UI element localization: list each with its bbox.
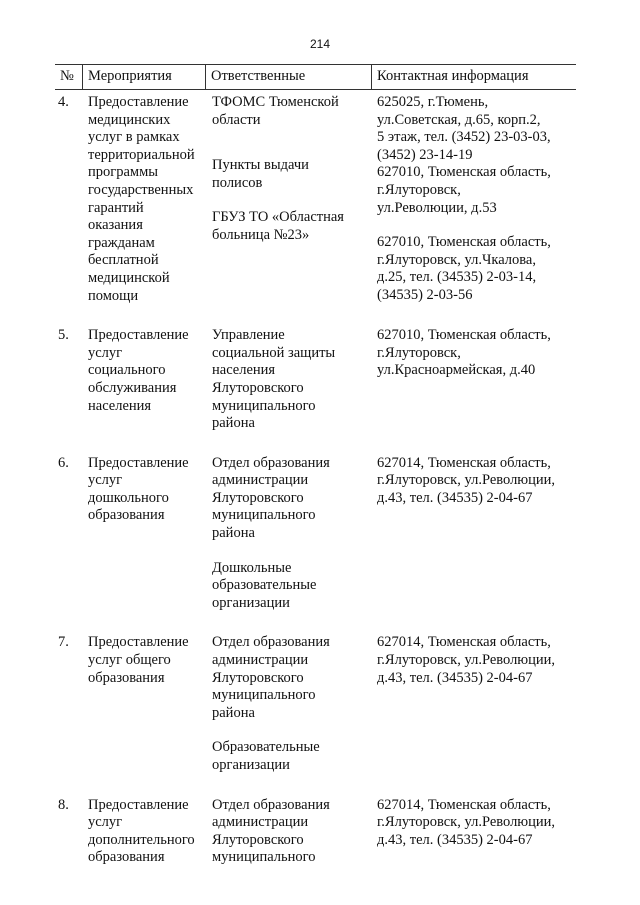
responsible-line: Дошкольные bbox=[212, 559, 292, 576]
contact-cell bbox=[371, 94, 576, 305]
responsible-line: области bbox=[212, 111, 261, 128]
responsible-line: населения bbox=[212, 362, 276, 379]
contact-line: г.Ялуторовск, ул.Чкалова, bbox=[377, 251, 536, 268]
responsible-line: района bbox=[212, 415, 255, 432]
contact-line: 627010, Тюменская область, bbox=[377, 327, 551, 344]
event-line: Предоставление bbox=[88, 796, 189, 813]
row-number: 6. bbox=[58, 454, 69, 471]
responsible-line: организации bbox=[212, 757, 290, 773]
responsible-cell bbox=[205, 797, 371, 867]
events-table bbox=[55, 64, 576, 867]
event-line: территориальной bbox=[88, 146, 195, 163]
table-body bbox=[55, 94, 576, 867]
responsible-line: Ялуторовского bbox=[212, 669, 304, 686]
responsible-cell bbox=[205, 634, 371, 774]
header-events: Мероприятия bbox=[82, 65, 205, 89]
responsible-line: администрации bbox=[212, 652, 309, 669]
contact-line: 627014, Тюменская область, bbox=[377, 634, 551, 651]
event-line: медицинской bbox=[88, 269, 170, 286]
row-number: 5. bbox=[58, 327, 69, 344]
responsible-line: Отдел образования bbox=[212, 796, 330, 813]
responsible-entry bbox=[212, 209, 371, 244]
event-line: Предоставление bbox=[88, 634, 189, 651]
event-line: социального bbox=[88, 362, 166, 379]
responsible-line: полисов bbox=[212, 174, 263, 191]
responsible-line: ГБУЗ ТО «Областная bbox=[212, 209, 344, 226]
contact-entry bbox=[377, 455, 576, 508]
responsible-entry bbox=[212, 455, 371, 543]
contact-entry bbox=[377, 94, 576, 164]
responsible-line: района bbox=[212, 704, 255, 721]
event-line: услуг в рамках bbox=[88, 129, 180, 146]
event-line: Предоставление bbox=[88, 454, 189, 471]
event-line: услуг bbox=[88, 344, 123, 361]
responsible-line: социальной защиты bbox=[212, 344, 336, 361]
contact-entry bbox=[377, 634, 576, 687]
responsible-entry bbox=[212, 797, 371, 867]
contact-line: 625025, г.Тюмень, bbox=[377, 94, 489, 110]
responsible-entry bbox=[212, 634, 371, 722]
event-line: образования bbox=[88, 849, 165, 866]
contact-entry bbox=[377, 234, 576, 304]
event-line: населения bbox=[88, 397, 152, 414]
contact-line: д.25, тел. (34535) 2-03-14, bbox=[377, 269, 537, 286]
contact-line: г.Ялуторовск, ул.Революции, bbox=[377, 814, 556, 831]
row-number: 4. bbox=[58, 94, 69, 110]
event-line: услуг bbox=[88, 814, 123, 831]
contact-line: д.43, тел. (34535) 2-04-67 bbox=[377, 489, 533, 506]
event-line: образования bbox=[88, 507, 165, 524]
responsible-entry bbox=[212, 157, 371, 192]
contact-line: 627014, Тюменская область, bbox=[377, 796, 551, 813]
responsible-line: Образовательные bbox=[212, 739, 320, 756]
contact-line: г.Ялуторовск, ул.Революции, bbox=[377, 652, 556, 669]
header-contacts: Контактная информация bbox=[371, 65, 576, 89]
responsible-line: Пункты выдачи bbox=[212, 157, 309, 174]
responsible-line: больница №23» bbox=[212, 226, 310, 243]
responsible-line: образовательные bbox=[212, 577, 317, 594]
responsible-cell bbox=[205, 327, 371, 433]
row-number: 7. bbox=[58, 634, 69, 651]
row-number: 8. bbox=[58, 796, 69, 813]
contact-line: г.Ялуторовск, ул.Революции, bbox=[377, 472, 556, 489]
event-line: дополнительного bbox=[88, 831, 195, 848]
event-cell bbox=[82, 797, 205, 867]
table-header-row bbox=[55, 64, 576, 90]
responsible-cell bbox=[205, 455, 371, 613]
responsible-entry bbox=[212, 94, 371, 129]
contact-cell bbox=[371, 455, 576, 613]
contact-line: ул.Красноармейская, д.40 bbox=[377, 362, 536, 379]
contact-line: д.43, тел. (34535) 2-04-67 bbox=[377, 669, 533, 686]
table-row bbox=[55, 94, 576, 305]
event-line: программы bbox=[88, 164, 158, 181]
responsible-line: Управление bbox=[212, 327, 285, 344]
event-line: медицинских bbox=[88, 111, 171, 128]
contact-line: 627010, Тюменская область, bbox=[377, 234, 551, 251]
contact-line: 627010, Тюменская область, bbox=[377, 164, 551, 181]
contact-entry bbox=[377, 797, 576, 850]
responsible-line: района bbox=[212, 525, 255, 542]
contact-line: г.Ялуторовск, bbox=[377, 181, 461, 198]
table-row bbox=[55, 455, 576, 613]
event-line: обслуживания bbox=[88, 379, 177, 396]
responsible-line: муниципального bbox=[212, 507, 316, 524]
responsible-line: муниципального bbox=[212, 687, 316, 704]
table-row bbox=[55, 634, 576, 774]
contact-line: ул.Советская, д.65, корп.2, bbox=[377, 111, 541, 128]
contact-entry bbox=[377, 327, 576, 380]
event-line: услуг общего bbox=[88, 652, 171, 669]
event-line: Предоставление bbox=[88, 327, 189, 344]
event-line: Предоставление bbox=[88, 94, 189, 110]
event-cell bbox=[82, 327, 205, 433]
header-number: № bbox=[60, 68, 74, 84]
event-line: гарантий bbox=[88, 199, 144, 216]
contact-cell bbox=[371, 634, 576, 774]
contact-cell bbox=[371, 797, 576, 867]
event-line: бесплатной bbox=[88, 252, 159, 269]
responsible-line: администрации bbox=[212, 814, 309, 831]
responsible-cell bbox=[205, 94, 371, 305]
contact-cell bbox=[371, 327, 576, 433]
event-line: помощи bbox=[88, 287, 139, 304]
contact-line: г.Ялуторовск, bbox=[377, 344, 461, 361]
responsible-line: администрации bbox=[212, 472, 309, 489]
event-line: образования bbox=[88, 669, 165, 686]
responsible-line: Отдел образования bbox=[212, 634, 330, 651]
contact-line: 5 этаж, тел. (3452) 23-03-03, bbox=[377, 129, 551, 146]
event-line: государственных bbox=[88, 181, 194, 198]
page-number: 214 bbox=[309, 37, 331, 51]
responsible-line: Отдел образования bbox=[212, 454, 330, 471]
contact-line: 627014, Тюменская область, bbox=[377, 454, 551, 471]
contact-line: д.43, тел. (34535) 2-04-67 bbox=[377, 831, 533, 848]
event-line: услуг bbox=[88, 472, 123, 489]
responsible-line: муниципального bbox=[212, 397, 316, 414]
event-line: оказания bbox=[88, 217, 143, 234]
responsible-line: Ялуторовского bbox=[212, 831, 304, 848]
event-cell bbox=[82, 634, 205, 774]
table-row bbox=[55, 327, 576, 433]
event-cell bbox=[82, 455, 205, 613]
event-line: дошкольного bbox=[88, 489, 169, 506]
contact-line: ул.Революции, д.53 bbox=[377, 199, 497, 216]
event-line: гражданам bbox=[88, 234, 155, 251]
contact-line: (34535) 2-03-56 bbox=[377, 286, 473, 303]
event-cell bbox=[82, 94, 205, 305]
responsible-line: Ялуторовского bbox=[212, 379, 304, 396]
responsible-line: Ялуторовского bbox=[212, 489, 304, 506]
responsible-line: организации bbox=[212, 594, 290, 611]
responsible-entry bbox=[212, 327, 371, 433]
responsible-entry bbox=[212, 739, 371, 774]
table-row bbox=[55, 797, 576, 867]
responsible-line: муниципального bbox=[212, 849, 316, 866]
responsible-entry bbox=[212, 560, 371, 613]
contact-line: (3452) 23-14-19 bbox=[377, 146, 473, 163]
contact-entry bbox=[377, 164, 576, 217]
header-responsible: Ответственные bbox=[205, 65, 371, 89]
responsible-line: ТФОМС Тюменской bbox=[212, 94, 339, 110]
